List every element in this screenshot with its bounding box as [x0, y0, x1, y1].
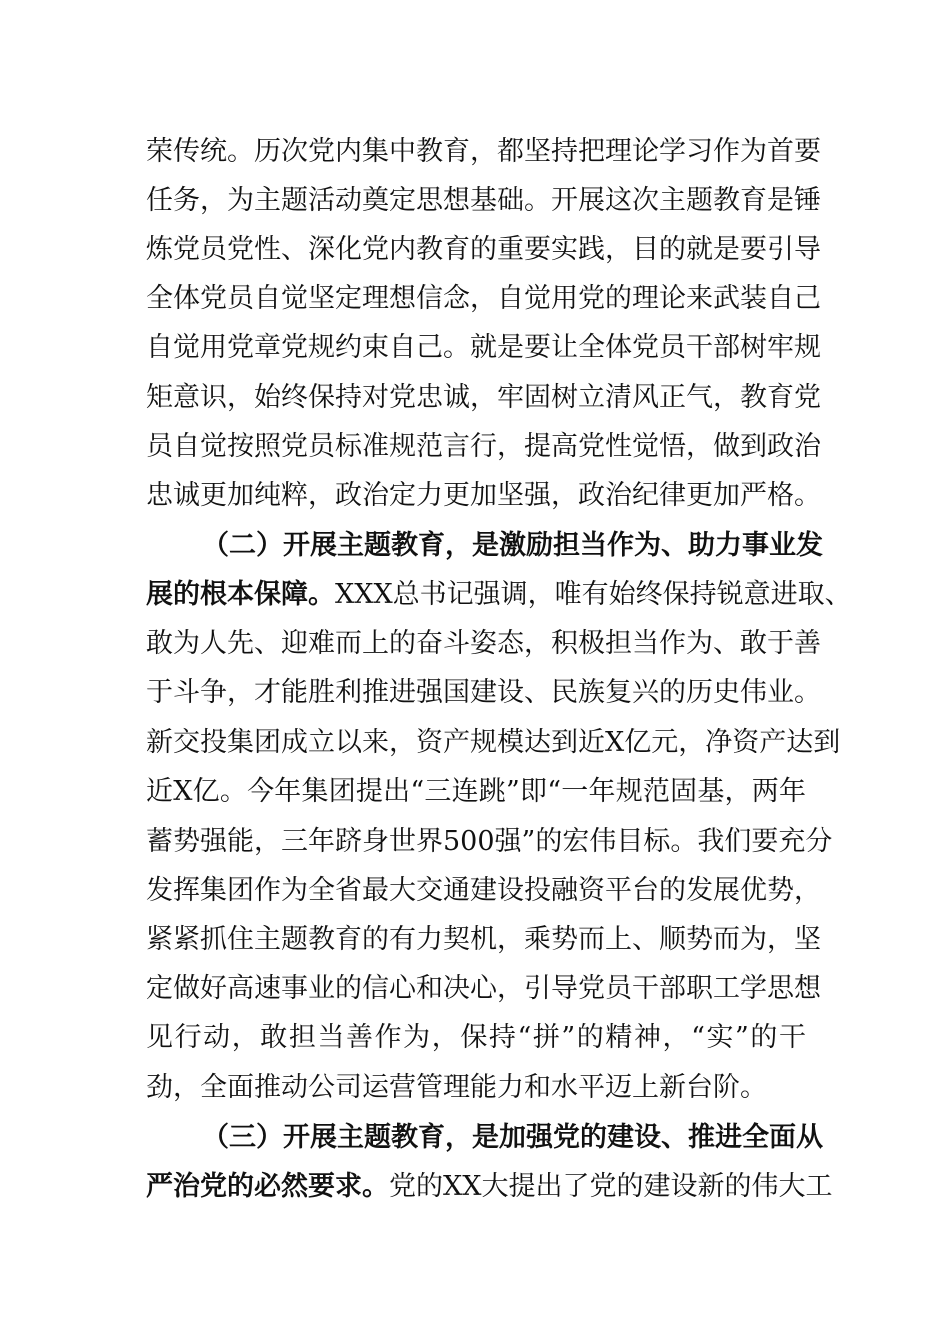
body-text: 于斗争，才能胜利推进强国建设、民族复兴的历史伟业。	[146, 677, 821, 708]
body-text: 定做好高速事业的信心和决心，引导党员干部职工学思想	[146, 973, 821, 1004]
text-line	[202, 1118, 823, 1158]
text-line	[146, 969, 821, 1009]
body-text: XXX总书记强调，唯有始终保持锐意进取、	[335, 579, 852, 610]
body-text: 全体党员自觉坚定理想信念，自觉用党的理论来武装自己	[146, 283, 821, 314]
text-line	[146, 230, 821, 270]
body-text: 新交投集团成立以来，资产规模达到近X亿元，净资产达到	[146, 727, 841, 758]
text-line	[146, 1018, 806, 1058]
body-text: 自觉用党章党规约束自己。就是要让全体党员干部树牢规	[146, 332, 821, 363]
body-text: 炼党员党性、深化党内教育的重要实践，目的就是要引导	[146, 234, 821, 265]
text-line	[146, 476, 821, 516]
body-text: 矩意识，始终保持对党忠诚，牢固树立清风正气，教育党	[146, 382, 821, 413]
text-line	[146, 772, 806, 812]
text-line	[146, 822, 833, 862]
text-line	[146, 871, 821, 911]
text-line	[146, 132, 821, 172]
body-text: 员自觉按照党员标准规范言行，提高党性觉悟，做到政治	[146, 431, 821, 462]
text-line	[146, 378, 821, 418]
text-line	[146, 279, 821, 319]
body-text: 紧紧抓住主题教育的有力契机，乘势而上、顺势而为，坚	[146, 924, 821, 955]
body-text: 忠诚更加纯粹，政治定力更加坚强，政治纪律更加严格。	[146, 480, 821, 511]
body-text: 敢为人先、迎难而上的奋斗姿态，积极担当作为、敢于善	[146, 628, 821, 659]
heading-text: 展的根本保障。	[146, 579, 335, 610]
heading-text: 严治党的必然要求。	[146, 1171, 389, 1202]
text-line	[202, 526, 823, 566]
text-line	[146, 920, 821, 960]
text-line	[146, 181, 821, 221]
body-text: 劲，全面推动公司运营管理能力和水平迈上新台阶。	[146, 1072, 767, 1103]
text-line	[146, 328, 821, 368]
body-text: 蓄势强能，三年跻身世界500强”的宏伟目标。我们要充分	[146, 826, 833, 857]
text-line	[146, 427, 821, 467]
text-line	[146, 723, 841, 763]
body-text: 发挥集团作为全省最大交通建设投融资平台的发展优势，	[146, 875, 821, 906]
text-line	[146, 575, 852, 615]
heading-text: （三）开展主题教育，是加强党的建设、推进全面从	[202, 1122, 823, 1153]
body-text: 任务，为主题活动奠定思想基础。开展这次主题教育是锤	[146, 185, 821, 216]
heading-text: （二）开展主题教育，是激励担当作为、助力事业发	[202, 530, 823, 561]
text-line	[146, 673, 821, 713]
text-line	[146, 1167, 833, 1207]
text-line	[146, 1068, 806, 1108]
body-text: 近X亿。今年集团提出“三连跳”即“一年规范固基，两年	[146, 776, 806, 807]
body-text: 见行动，敢担当善作为，保持“拼”的精神，“实”的干	[146, 1022, 806, 1053]
body-text: 荣传统。历次党内集中教育，都坚持把理论学习作为首要	[146, 136, 821, 167]
body-text: 党的XX大提出了党的建设新的伟大工	[389, 1171, 833, 1202]
text-line	[146, 624, 821, 664]
